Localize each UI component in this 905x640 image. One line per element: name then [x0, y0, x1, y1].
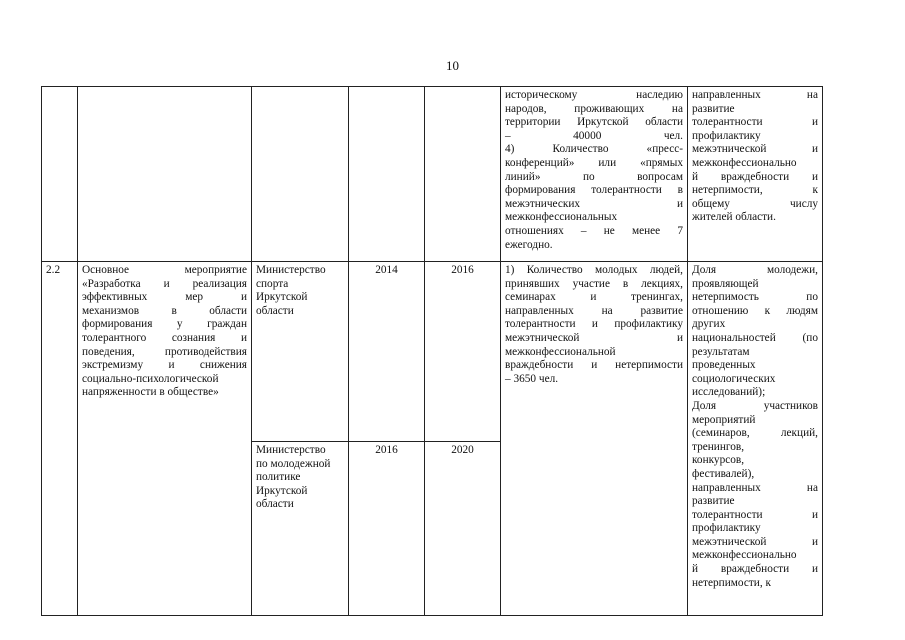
- text-line: жителей области.: [692, 211, 776, 224]
- text-line: й враждебности и: [692, 563, 818, 576]
- text-line: поведения, противодействия: [82, 345, 247, 358]
- text-line: «Разработка и реализация: [82, 277, 247, 290]
- text-line: фестивалей),: [692, 467, 755, 480]
- text-line: межэтнической и: [692, 143, 818, 156]
- text-line: механизмов в области: [82, 304, 247, 317]
- text-line: развитие: [692, 495, 735, 508]
- text-line: конференций» или «прямых: [505, 156, 683, 169]
- results-text: [688, 262, 823, 616]
- text-line: историческому наследию: [505, 89, 683, 101]
- text-line: Доля молодежи,: [692, 264, 818, 276]
- text-line: 4) Количество «пресс-: [505, 143, 683, 156]
- text-line: межэтнических и: [505, 197, 683, 210]
- text-line: напряженности в обществе»: [82, 386, 219, 399]
- text-line: Доля участников: [692, 399, 818, 412]
- text-line: проявляющей: [692, 277, 759, 290]
- cell-end-year: [425, 87, 501, 262]
- text-line: направленных на: [692, 481, 818, 494]
- text-line: профилактику: [692, 129, 761, 142]
- text-line: общему числу: [692, 197, 818, 210]
- text-line: политике: [256, 471, 301, 484]
- table-row-2-2: [42, 262, 823, 442]
- text-line: Иркутской: [256, 484, 308, 497]
- start-year: 2014: [349, 262, 425, 442]
- text-line: межэтнической и: [692, 535, 818, 548]
- text-line: Министерство: [256, 264, 326, 276]
- text-line: результатам: [692, 345, 750, 358]
- cell-indicators: [501, 87, 688, 262]
- executor-youth-ministry: [252, 442, 349, 616]
- text-line: межконфессионально: [692, 156, 797, 169]
- text-line: по молодежной: [256, 457, 331, 470]
- text-line: линий» по вопросам: [505, 170, 683, 183]
- text-line: народов, проживающих на: [505, 102, 683, 115]
- text-line: отношению к людям: [692, 304, 818, 317]
- text-line: принявших участие в лекциях,: [505, 277, 683, 290]
- text-line: межконфессиональной: [505, 345, 616, 358]
- row-number: 2.2: [42, 262, 78, 616]
- text-line: мероприятий: [692, 413, 756, 426]
- text-line: исследований);: [692, 386, 766, 399]
- page-number: 10: [446, 58, 459, 73]
- text-line: конкурсов,: [692, 454, 745, 467]
- text-line: тренингов,: [692, 440, 745, 453]
- text-line: 1) Количество молодых людей,: [505, 264, 683, 276]
- text-line: нетерпимости, к: [692, 576, 771, 589]
- measure-title: [78, 262, 252, 616]
- text-line: направленных на развитие: [505, 304, 683, 317]
- table-row-continued: [42, 87, 823, 262]
- text-line: толерантности и: [692, 116, 818, 129]
- executor-sport-ministry: [252, 262, 349, 442]
- end-year: 2020: [425, 442, 501, 616]
- text-line: межэтнической и: [505, 331, 683, 344]
- text-line: других: [692, 318, 726, 331]
- text-line: межконфессионально: [692, 549, 797, 562]
- text-line: враждебности и нетерпимости: [505, 359, 683, 372]
- text-line: нетерпимости, к: [692, 184, 818, 197]
- text-line: нетерпимость по: [692, 291, 818, 304]
- text-line: социологических: [692, 372, 776, 385]
- text-line: семинарах и тренингах,: [505, 291, 683, 304]
- text-line: (семинаров, лекций,: [692, 427, 818, 440]
- text-line: й враждебности и: [692, 170, 818, 183]
- end-year: 2016: [425, 262, 501, 442]
- text-line: социально-психологической: [82, 372, 219, 385]
- text-line: толерантности и: [692, 508, 818, 521]
- text-line: толерантного сознания и: [82, 331, 247, 344]
- cell-measure: [78, 87, 252, 262]
- text-line: развитие: [692, 102, 735, 115]
- cell-start-year: [349, 87, 425, 262]
- text-line: направленных на: [692, 89, 818, 101]
- text-line: формирования у граждан: [82, 318, 247, 331]
- text-line: Иркутской: [256, 291, 308, 304]
- text-line: области: [256, 304, 294, 317]
- text-line: спорта: [256, 277, 289, 290]
- text-line: формирования толерантности в: [505, 184, 683, 197]
- indicators-text: [501, 262, 688, 616]
- text-line: территории Иркутской области: [505, 116, 683, 129]
- text-line: области: [256, 498, 294, 511]
- text-line: профилактику: [692, 522, 761, 535]
- program-table: [41, 86, 823, 616]
- text-line: экстремизму и снижения: [82, 359, 247, 372]
- text-line: Основное мероприятие: [82, 264, 247, 276]
- text-line: отношениях – не менее 7: [505, 224, 683, 237]
- text-line: – 3650 чел.: [505, 372, 559, 385]
- text-line: Министерство: [256, 444, 326, 456]
- text-line: эффективных мер и: [82, 291, 247, 304]
- text-line: межконфессиональных: [505, 211, 618, 224]
- text-line: национальностей (по: [692, 331, 818, 344]
- text-line: проведенных: [692, 359, 756, 372]
- text-line: толерантности и профилактику: [505, 318, 683, 331]
- start-year: 2016: [349, 442, 425, 616]
- text-line: – 40000 чел.: [505, 129, 683, 142]
- cell-executor: [252, 87, 349, 262]
- cell-results: [688, 87, 823, 262]
- cell-number: [42, 87, 78, 262]
- text-line: ежегодно.: [505, 238, 553, 251]
